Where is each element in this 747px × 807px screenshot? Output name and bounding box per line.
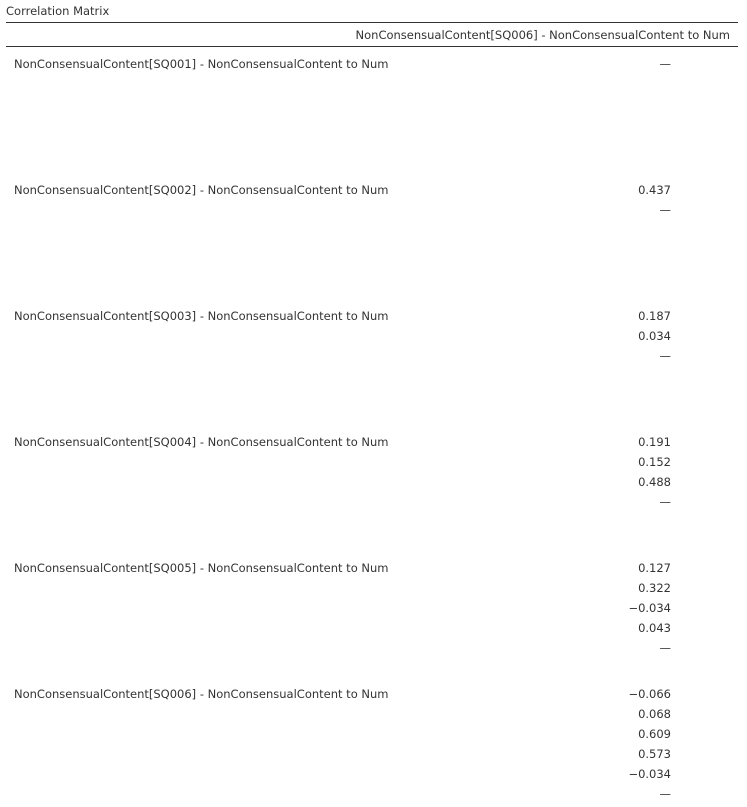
cell-value: 0.152: [638, 455, 671, 469]
cell-value: −0.034: [628, 767, 671, 781]
cell-value: —: [659, 495, 671, 509]
cell-value: —: [659, 349, 671, 363]
cell-value: −0.066: [628, 687, 671, 701]
row-values: [660, 57, 672, 77]
row-label: NonConsensualContent[SQ006] - NonConsensualContent to Num: [14, 687, 389, 701]
row-values: [638, 435, 671, 515]
row-label: NonConsensualContent[SQ005] - NonConsensualContent to Num: [14, 561, 389, 575]
cell-value: —: [659, 57, 671, 71]
cell-value: —: [659, 787, 671, 801]
cell-value: 0.043: [638, 621, 671, 635]
cell-value: —: [659, 641, 671, 655]
cell-value: 0.187: [638, 309, 671, 323]
column-header: NonConsensualContent[SQ006] - NonConsensualContent to Num: [355, 28, 730, 42]
correlation-matrix-title: Correlation Matrix: [6, 4, 110, 18]
cell-value: −0.034: [628, 601, 671, 615]
cell-value: 0.127: [638, 561, 671, 575]
header-rule: [6, 46, 738, 47]
cell-value: —: [659, 203, 671, 217]
row-label: NonConsensualContent[SQ001] - NonConsensualContent to Num: [14, 57, 389, 71]
cell-value: 0.034: [638, 329, 671, 343]
top-rule: [6, 22, 738, 23]
cell-value: 0.322: [638, 581, 671, 595]
row-label: NonConsensualContent[SQ003] - NonConsensualContent to Num: [14, 309, 389, 323]
row-values: [628, 561, 671, 661]
cell-value: 0.488: [638, 475, 671, 489]
cell-value: 0.609: [638, 727, 671, 741]
row-values: [638, 183, 671, 223]
row-values: [628, 687, 671, 807]
row-values: [638, 309, 671, 369]
cell-value: 0.191: [638, 435, 671, 449]
cell-value: 0.437: [638, 183, 671, 197]
cell-value: 0.573: [638, 747, 671, 761]
row-label: NonConsensualContent[SQ002] - NonConsensualContent to Num: [14, 183, 389, 197]
row-label: NonConsensualContent[SQ004] - NonConsensualContent to Num: [14, 435, 389, 449]
cell-value: 0.068: [638, 707, 671, 721]
